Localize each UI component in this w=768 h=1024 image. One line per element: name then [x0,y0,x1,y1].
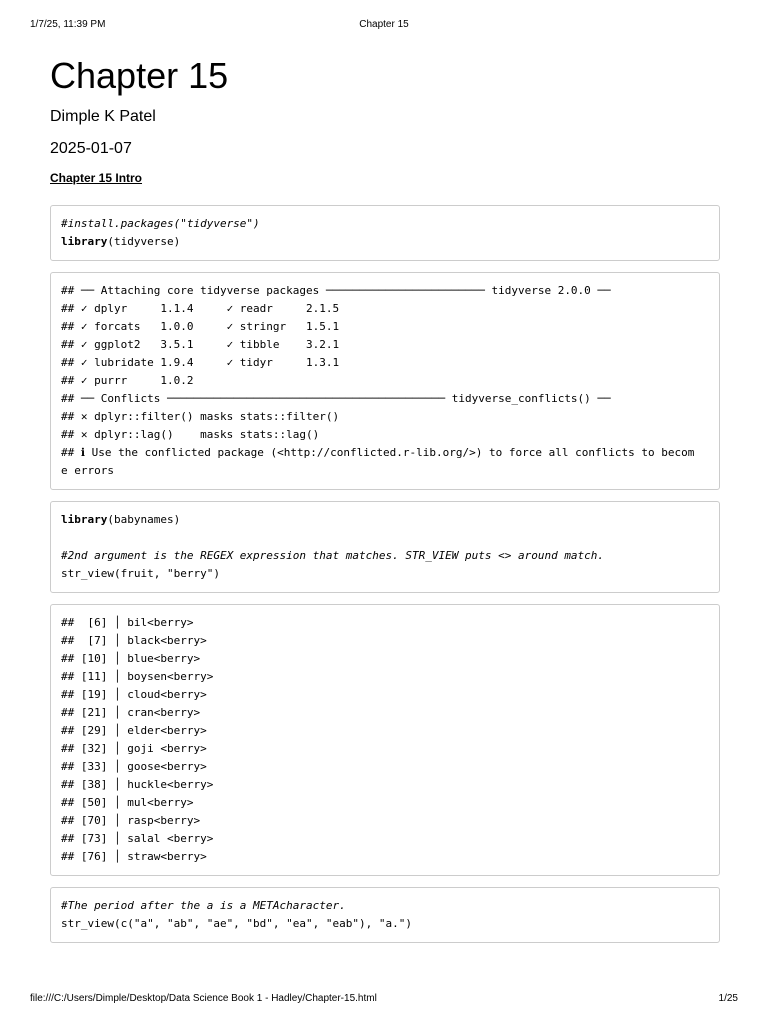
code-comment: #2nd argument is the REGEX expression that matches. STR_VIEW puts <> around match. [61,549,605,562]
code-comment: #install.packages("tidyverse") [61,217,260,230]
output-line: ## ℹ Use the conflicted package (<http://conflicted.r-lib.org/>) to force all conflicts to becom [61,446,695,459]
output-line: ## [33] │ goose<berry> [61,760,207,773]
author: Dimple K Patel [50,108,156,125]
code-text: (tidyverse) [107,235,181,248]
print-title: Chapter 15 [359,19,409,30]
page-number: 1/25 [718,993,738,1004]
output-line: ## [21] │ cran<berry> [61,706,201,719]
output-line: ## ── Conflicts ────────────────────────────────────────── tidyverse_conflicts() ── [61,392,611,405]
output-chunk[interactable] [50,604,720,876]
output-line: ## ✕ dplyr::lag() masks stats::lag() [61,428,320,441]
code-chunk[interactable] [50,887,720,943]
code-text: (babynames) [107,513,181,526]
output-line: ## [76] │ straw<berry> [61,850,207,863]
output-line: ## ✓ ggplot2 3.5.1 ✓ tibble 3.2.1 [61,338,340,351]
output-line: ## ✓ lubridate 1.9.4 ✓ tidyr 1.3.1 [61,356,340,369]
output-line: ## [19] │ cloud<berry> [61,688,207,701]
output-line: ## ✓ forcats 1.0.0 ✓ stringr 1.5.1 [61,320,340,333]
output-line: ## [70] │ rasp<berry> [61,814,201,827]
output-line: ## [38] │ huckle<berry> [61,778,214,791]
code-line [61,547,709,565]
code-keyword: library [61,513,108,526]
code-line [61,215,709,233]
print-timestamp: 1/7/25, 11:39 PM [30,19,106,30]
code-keyword: library [61,235,108,248]
output-line: ## ✕ dplyr::filter() masks stats::filter() [61,410,340,423]
output-line: ## [50] │ mul<berry> [61,796,194,809]
output-line: ## [6] │ bil<berry> [61,616,194,629]
code-line [61,233,709,251]
page-title: Chapter 15 [50,55,229,96]
code-line: str_view(c("a", "ab", "ae", "bd", "ea", "eab"), "a.") [61,917,412,930]
code-line [61,529,709,547]
output-line: ## ✓ dplyr 1.1.4 ✓ readr 2.1.5 [61,302,340,315]
print-header [0,19,768,33]
output-chunk[interactable] [50,272,720,490]
output-line: ## [11] │ boysen<berry> [61,670,214,683]
date: 2025-01-07 [50,140,132,157]
code-line [61,897,709,915]
output-line: ## [29] │ elder<berry> [61,724,207,737]
code-line [61,511,709,529]
output-line: ## [32] │ goji <berry> [61,742,207,755]
section-heading: Chapter 15 Intro [50,171,143,185]
code-chunk[interactable] [50,205,720,261]
output-line: ## [10] │ blue<berry> [61,652,201,665]
document-body [50,54,720,943]
output-line: ## ── Attaching core tidyverse packages ──────────────────────── tidyverse 2.0.0 ── [61,284,611,297]
code-line: str_view(fruit, "berry") [61,567,220,580]
output-line: ## [73] │ salal <berry> [61,832,214,845]
output-line: ## ✓ purrr 1.0.2 [61,374,194,387]
code-chunk[interactable] [50,501,720,593]
output-line: ## [7] │ black<berry> [61,634,207,647]
code-comment: #The period after the a is a METAcharacter. [61,899,346,912]
code-blocks [50,205,720,943]
output-line: e errors [61,464,114,477]
print-footer [0,993,768,1007]
file-path: file:///C:/Users/Dimple/Desktop/Data Science Book 1 - Hadley/Chapter-15.html [30,993,377,1004]
